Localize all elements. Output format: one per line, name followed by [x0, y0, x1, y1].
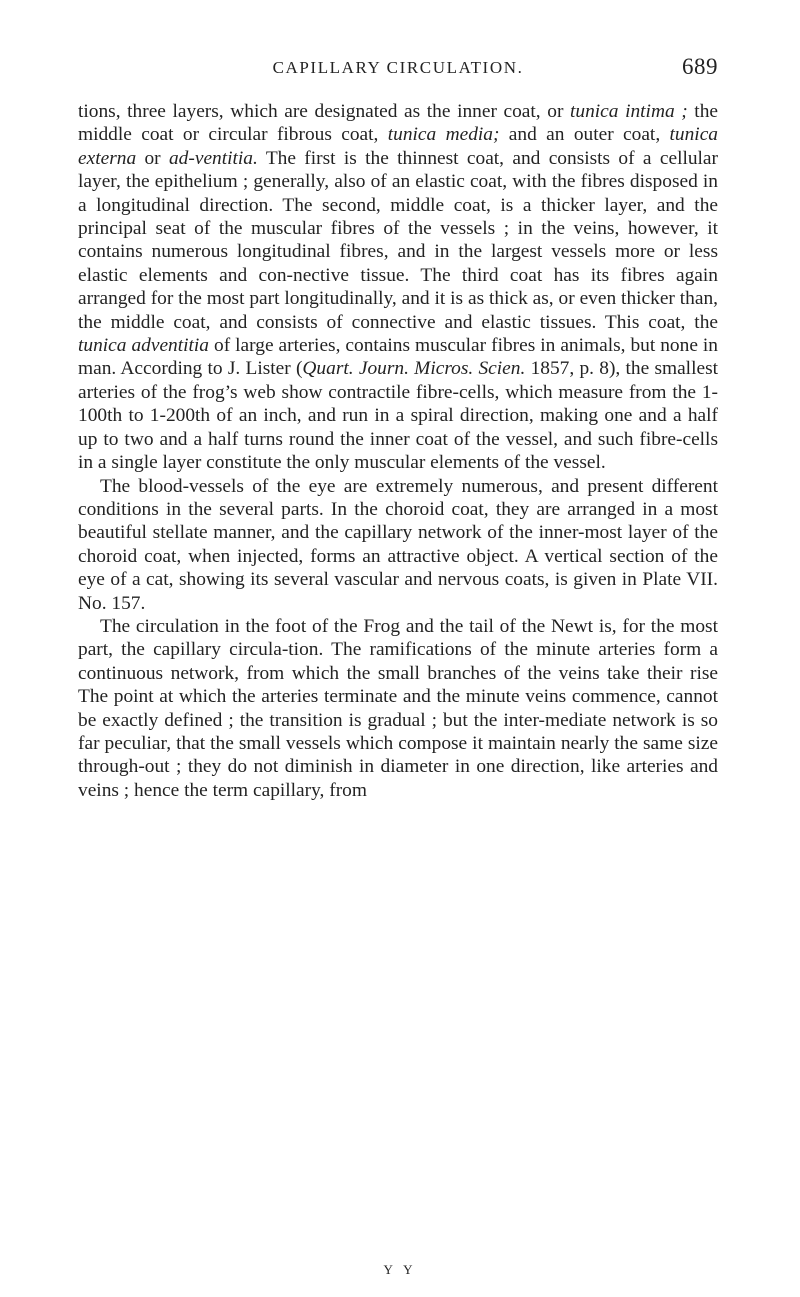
text-run: or [136, 147, 169, 169]
signature-mark: Y Y [383, 1262, 417, 1277]
paragraph-1 [78, 100, 718, 475]
text-run: of large arteries, contains muscular fibres in animals, but none in man. According to J. Lister ( [78, 335, 718, 380]
italic-term: tunica externa [78, 124, 718, 169]
page-number: 689 [682, 54, 718, 79]
text-run: tions, three layers, which are designated as the inner coat, or [78, 101, 571, 122]
text-run: The circulation in the foot of the Frog and the tail of the Newt is, for the most part, the capillary circula-tion. The ramifications of the minute arteries form a continuous network, from which the small branches of the veins take their rise The point at which the arteries terminate and the minute veins commence, cannot be exactly defined ; the transition is gradual ; but the inter-mediate network is so far peculiar, that the small vessels which compose it maintain nearly the same size through-out ; they do not diminish in diameter in one direction, like arteries and veins ; hence the term capillary, from [78, 615, 718, 801]
running-head [78, 54, 718, 82]
text-run: The first is the thinnest coat, and consists of a cellular layer, the epithelium ; generally, also of an elastic coat, with the fibres disposed in a longitudinal direction. The second, middle coat, is a thicker layer, and the principal seat of the muscular fibres of the vessels ; in the veins, however, it contains numerous longitudinal fibres, and in the largest vessels more or less elastic elements and con-nective tissue. The third coat has its fibres again arranged for the most part longitudinally, and it is as thick as, or even thicker than, the middle coat, and consists of connective and elastic tissues. This coat, the [78, 147, 718, 333]
italic-term: tunica intima ; [570, 101, 688, 122]
italic-term: tunica media; [387, 124, 500, 146]
text-run: the middle coat or circular fibrous coat, [78, 101, 718, 146]
italic-term: tunica adventitia [78, 335, 210, 357]
text-run: and an outer coat, [499, 124, 670, 146]
text-run: 1857, p. 8), the smallest arteries of the frog’s web show contractile fibre-cells, which measure from the 1-100th to 1-200th of an inch, and run in a spiral direction, making one and a half up to two and a half turns round the inner coat of the vessel, and such fibre-cells in a single layer constitute the only muscular elements of the vessel. [78, 358, 719, 474]
italic-term: Quart. Journ. Micros. Scien. [302, 358, 526, 380]
italic-term: ad-ventitia. [168, 147, 258, 169]
body-text [78, 100, 718, 802]
paragraph-2 [78, 475, 718, 615]
paragraph-3 [78, 615, 718, 802]
text-run: The blood-vessels of the eye are extremely numerous, and present different conditions in the several parts. In the choroid coat, they are arranged in a most beautiful stellate manner, and the capillary network of the inner-most layer of the choroid coat, when injected, forms an attractive object. A vertical section of the eye of a cat, showing its several vascular and nervous coats, is given in Plate VII. No. 157. [78, 475, 718, 614]
running-title: CAPILLARY CIRCULATION. [272, 58, 524, 77]
